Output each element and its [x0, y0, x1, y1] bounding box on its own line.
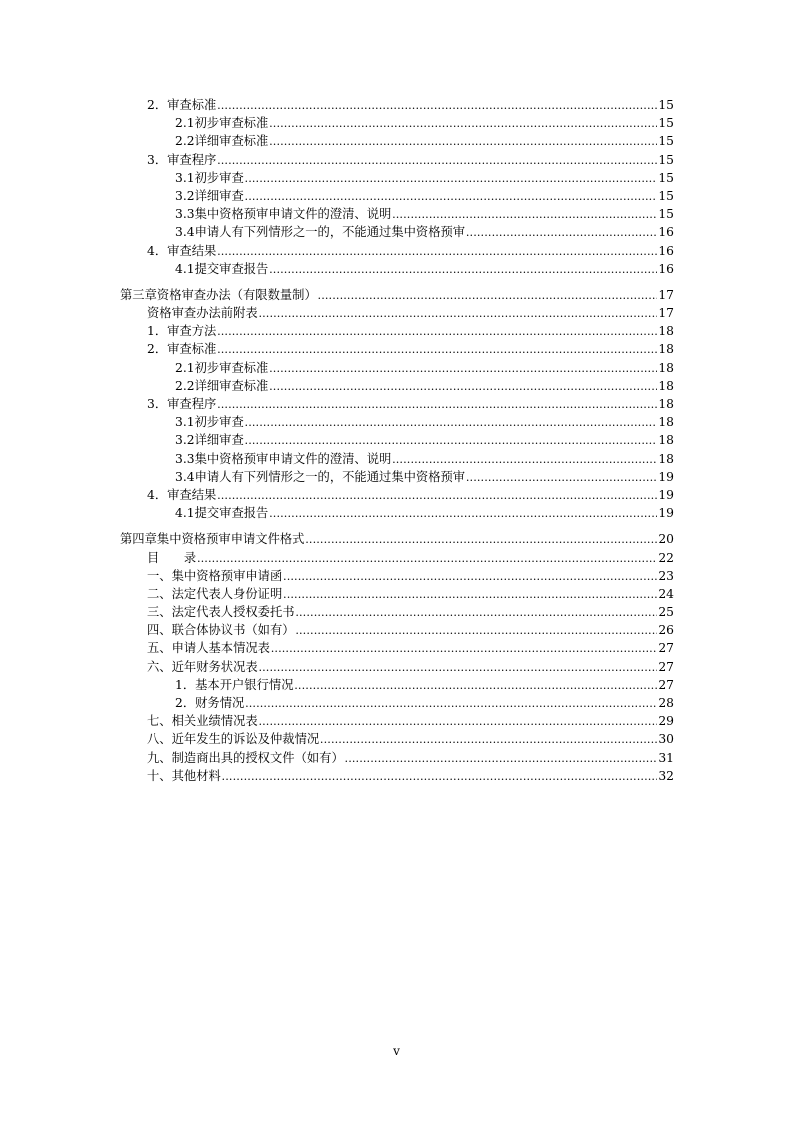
- toc-entry-page: 18: [658, 342, 674, 357]
- toc-entry[interactable]: [0, 304, 674, 322]
- toc-entry-title: 2．财务情况: [175, 696, 245, 710]
- toc-entry-title: 初步审查标准: [194, 360, 269, 375]
- toc-entry-page: 15: [658, 134, 674, 149]
- toc-entry-page: 15: [658, 116, 674, 131]
- toc-entry-title: 集中资格预审申请文件格式: [156, 532, 305, 547]
- toc-entry-title: 详细审查: [194, 188, 244, 203]
- toc-entry-title: 初步审查: [194, 170, 244, 185]
- dot-leader: [217, 151, 657, 169]
- toc-entry-page: 19: [658, 487, 674, 502]
- dot-leader: [222, 767, 658, 785]
- toc-entry-title: 二、法定代表人身份证明: [147, 586, 283, 601]
- toc-entry-title: 八、近年发生的诉讼及仲裁情况: [147, 732, 320, 747]
- dot-leader: [269, 359, 657, 377]
- toc-entry-page: 25: [658, 605, 674, 620]
- dot-leader: [217, 395, 657, 413]
- toc-entry-title: 1．审查方法: [147, 324, 217, 339]
- toc-entry-number: 4.1: [175, 261, 195, 276]
- toc-entry-page: 27: [658, 677, 674, 692]
- toc-entry-page: 18: [658, 397, 674, 411]
- toc-entry-page: 23: [658, 568, 674, 583]
- toc-entry-title: 3．审查程序: [147, 152, 217, 167]
- toc-entry-title: 集中资格预审申请文件的澄清、说明: [194, 207, 392, 222]
- toc-entry-page: 18: [658, 433, 674, 448]
- toc-entry[interactable]: [0, 621, 674, 639]
- toc-entry-page: 30: [658, 732, 674, 747]
- toc-entry-number: 3.4: [175, 469, 195, 484]
- toc-entry-page: 22: [658, 550, 674, 565]
- toc-entry-number: 3.2: [175, 433, 195, 448]
- toc-entry[interactable]: [0, 151, 674, 169]
- dot-leader: [217, 242, 657, 260]
- toc-entry-number: 3.3: [175, 207, 195, 222]
- dot-leader: [466, 468, 657, 486]
- dot-leader: [305, 530, 657, 548]
- dot-leader: [197, 549, 657, 567]
- toc-entry[interactable]: [0, 286, 674, 304]
- toc-entry[interactable]: [0, 676, 674, 694]
- dot-leader: [345, 749, 658, 767]
- toc-entry-page: 15: [658, 152, 674, 167]
- toc-entry-title: 提交审查报告: [194, 261, 269, 276]
- toc-entry[interactable]: [0, 96, 674, 114]
- toc-entry-number: 第四章: [120, 532, 157, 547]
- toc-entry[interactable]: [0, 322, 674, 340]
- toc-entry-title: 4．审查结果: [147, 487, 217, 502]
- toc-entry[interactable]: [0, 468, 674, 486]
- dot-leader: [269, 132, 657, 150]
- toc-entry[interactable]: [0, 242, 674, 260]
- toc-entry[interactable]: [0, 694, 674, 712]
- toc-entry-page: 27: [658, 641, 674, 656]
- toc-entry-page: 18: [658, 415, 674, 430]
- toc-entry-title: 提交审查报告: [194, 506, 269, 521]
- toc-entry-number: 4.1: [175, 506, 195, 521]
- toc-entry-title: 初步审查标准: [194, 116, 269, 131]
- toc-entry-page: 18: [658, 324, 674, 339]
- dot-leader: [392, 205, 657, 223]
- toc-entry-number: 第三章: [120, 287, 157, 302]
- dot-leader: [269, 260, 657, 278]
- toc-entry-number: 2.1: [175, 360, 195, 375]
- toc-entry[interactable]: [0, 132, 674, 150]
- toc-entry[interactable]: [0, 450, 674, 468]
- toc-entry[interactable]: [0, 114, 674, 132]
- table-of-contents: [0, 96, 793, 785]
- toc-entry-title: 详细审查: [194, 433, 244, 448]
- toc-entry-page: 18: [658, 451, 674, 466]
- dot-leader: [320, 730, 657, 748]
- toc-entry[interactable]: [0, 169, 674, 187]
- dot-leader: [245, 413, 658, 431]
- dot-leader: [217, 340, 657, 358]
- toc-entry[interactable]: [0, 260, 674, 278]
- toc-entry[interactable]: [0, 486, 674, 504]
- dot-leader: [245, 431, 658, 449]
- toc-entry-title: 1．基本开户银行情况: [175, 677, 294, 692]
- toc-entry-title: 六、近年财务状况表: [147, 659, 258, 674]
- toc-entry-page: 19: [658, 469, 674, 484]
- toc-entry[interactable]: [0, 585, 674, 603]
- toc-entry[interactable]: [0, 749, 674, 767]
- toc-entry-page: 17: [658, 306, 674, 321]
- dot-leader: [392, 450, 657, 468]
- dot-leader: [271, 639, 657, 657]
- toc-entry-title: 九、制造商出具的授权文件（如有）: [147, 750, 344, 765]
- toc-entry-page: 19: [658, 506, 674, 521]
- dot-leader: [245, 187, 658, 205]
- dot-leader: [217, 486, 657, 504]
- toc-entry-page: 24: [658, 586, 674, 601]
- dot-leader: [296, 621, 658, 639]
- dot-leader: [245, 694, 657, 712]
- toc-entry-title: 2．审查标准: [147, 342, 217, 357]
- toc-entry-title: 初步审查: [194, 415, 244, 430]
- dot-leader: [283, 585, 657, 603]
- toc-entry[interactable]: [0, 223, 674, 241]
- toc-entry-page: 20: [658, 532, 674, 547]
- toc-entry-title: 详细审查标准: [194, 134, 269, 149]
- toc-entry-number: 2.2: [175, 378, 195, 393]
- toc-entry-title: 四、联合体协议书（如有）: [147, 623, 295, 638]
- dot-leader: [259, 712, 658, 730]
- dot-leader: [466, 223, 657, 241]
- toc-entry-page: 29: [658, 714, 674, 729]
- toc-entry-page: 18: [658, 378, 674, 393]
- toc-entry-number: 2.1: [175, 116, 195, 131]
- toc-entry-page: 32: [658, 768, 674, 783]
- toc-entry[interactable]: [0, 730, 674, 748]
- toc-entry[interactable]: [0, 413, 674, 431]
- toc-entry[interactable]: [0, 549, 674, 567]
- dot-leader: [217, 322, 657, 340]
- toc-entry-title: 3．审查程序: [147, 397, 217, 411]
- toc-entry-page: 27: [658, 659, 674, 674]
- toc-entry-page: 16: [658, 243, 674, 258]
- toc-entry[interactable]: [0, 712, 674, 730]
- toc-entry[interactable]: [0, 377, 674, 395]
- toc-entry-title: 目 录: [147, 550, 197, 565]
- toc-entry-title: 十、其他材料: [147, 768, 221, 783]
- toc-entry-number: 3.2: [175, 188, 195, 203]
- toc-entry-title: 七、相关业绩情况表: [147, 714, 258, 729]
- dot-leader: [318, 286, 658, 304]
- toc-entry-page: 15: [658, 207, 674, 222]
- page-number: v: [393, 1044, 400, 1058]
- dot-leader: [259, 304, 658, 322]
- toc-entry[interactable]: [0, 395, 674, 413]
- toc-entry-title: 详细审查标准: [194, 378, 269, 393]
- toc-entry-page: 16: [658, 225, 674, 240]
- toc-entry[interactable]: [0, 359, 674, 377]
- dot-leader: [269, 377, 657, 395]
- toc-entry-page: 31: [658, 750, 674, 765]
- toc-entry[interactable]: [0, 530, 674, 548]
- dot-leader: [217, 96, 657, 114]
- toc-entry-page: 15: [658, 188, 674, 203]
- toc-entry-title: 集中资格预审申请文件的澄清、说明: [194, 451, 392, 466]
- toc-entry-number: 3.1: [175, 415, 195, 430]
- toc-entry[interactable]: [0, 567, 674, 585]
- toc-entry-page: 15: [658, 170, 674, 185]
- toc-entry-page: 15: [658, 98, 674, 112]
- toc-entry-page: 26: [658, 623, 674, 638]
- toc-entry-title: 五、申请人基本情况表: [147, 641, 270, 656]
- toc-entry-page: 16: [658, 261, 674, 276]
- dot-leader: [283, 567, 657, 585]
- toc-entry[interactable]: [0, 504, 674, 522]
- dot-leader: [259, 658, 658, 676]
- toc-entry[interactable]: [0, 340, 674, 358]
- toc-entry[interactable]: [0, 187, 674, 205]
- toc-entry-page: 18: [658, 360, 674, 375]
- dot-leader: [296, 603, 658, 621]
- dot-leader: [295, 676, 658, 694]
- toc-entry[interactable]: [0, 431, 674, 449]
- dot-leader: [245, 169, 658, 187]
- toc-entry[interactable]: [0, 639, 674, 657]
- toc-entry[interactable]: [0, 658, 674, 676]
- toc-entry-title: 申请人有下列情形之一的，不能通过集中资格预审: [194, 225, 466, 240]
- toc-entry-page: 28: [658, 696, 674, 710]
- dot-leader: [269, 114, 657, 132]
- toc-entry-title: 一、集中资格预审申请函: [147, 568, 283, 583]
- toc-entry-number: 3.3: [175, 451, 195, 466]
- toc-entry-title: 资格审查办法前附表: [147, 306, 258, 321]
- toc-entry-title: 2．审查标准: [147, 98, 217, 112]
- toc-entry[interactable]: [0, 767, 674, 785]
- toc-entry-page: 17: [658, 287, 674, 302]
- toc-entry-number: 2.2: [175, 134, 195, 149]
- toc-entry-number: 3.1: [175, 170, 195, 185]
- toc-entry[interactable]: [0, 603, 674, 621]
- toc-entry-title: 申请人有下列情形之一的，不能通过集中资格预审: [194, 469, 466, 484]
- toc-entry-number: 3.4: [175, 225, 195, 240]
- toc-entry-title: 4．审查结果: [147, 243, 217, 258]
- toc-entry[interactable]: [0, 205, 674, 223]
- toc-entry-title: 资格审查办法（有限数量制）: [156, 287, 317, 302]
- toc-entry-title: 三、法定代表人授权委托书: [147, 605, 295, 620]
- dot-leader: [269, 504, 657, 522]
